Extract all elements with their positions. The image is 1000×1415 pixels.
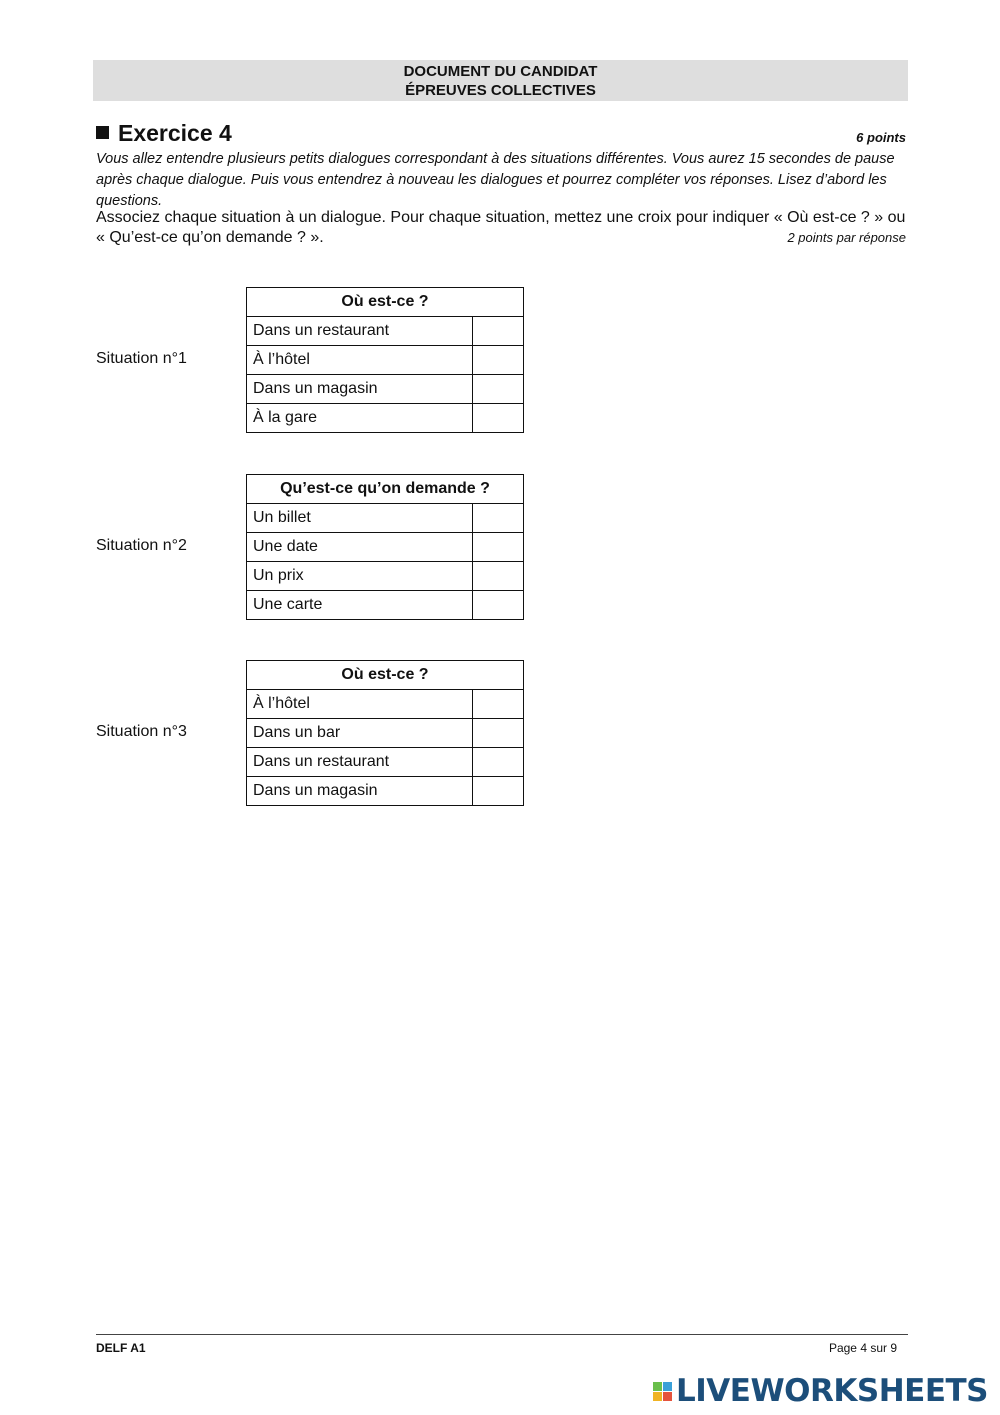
situation-3-question: Où est-ce ? bbox=[247, 661, 524, 690]
footer-divider bbox=[96, 1334, 908, 1335]
brand-name: LIVEWORKSHEETS bbox=[676, 1373, 988, 1409]
answer-checkbox[interactable] bbox=[473, 777, 524, 806]
table-row bbox=[247, 533, 524, 562]
table-row bbox=[247, 591, 524, 620]
situation-3-label: Situation n°3 bbox=[96, 723, 187, 740]
table-row bbox=[247, 690, 524, 719]
answer-checkbox[interactable] bbox=[473, 504, 524, 533]
header-line-1: DOCUMENT DU CANDIDAT bbox=[403, 63, 598, 80]
option-label: Dans un restaurant bbox=[247, 317, 473, 346]
situation-1-table bbox=[246, 287, 524, 433]
situation-2-table bbox=[246, 474, 524, 620]
table-row bbox=[247, 777, 524, 806]
points-per-answer: 2 points par réponse bbox=[787, 230, 906, 245]
answer-checkbox[interactable] bbox=[473, 404, 524, 433]
table-row bbox=[247, 346, 524, 375]
option-label: Un prix bbox=[247, 562, 473, 591]
answer-checkbox[interactable] bbox=[473, 375, 524, 404]
option-label: À la gare bbox=[247, 404, 473, 433]
exercise-instructions: Vous allez entendre plusieurs petits dialogues correspondant à des situations différentes. Vous aurez 15 secondes de pause après chaque dialogue. Puis vous entendrez à nouveau les dialogues et pourrez compléter vos réponses. Lisez d’abord les questions. bbox=[96, 151, 895, 209]
footer-page-number: Page 4 sur 9 bbox=[828, 1341, 897, 1355]
answer-checkbox[interactable] bbox=[473, 591, 524, 620]
table-row bbox=[247, 504, 524, 533]
header-line-2: ÉPREUVES COLLECTIVES bbox=[405, 82, 596, 99]
situation-2-question: Qu’est-ce qu’on demande ? bbox=[247, 475, 524, 504]
square-bullet-icon bbox=[96, 126, 109, 139]
table-row bbox=[247, 317, 524, 346]
option-label: Une carte bbox=[247, 591, 473, 620]
answer-checkbox[interactable] bbox=[473, 346, 524, 375]
exercise-points: 6 points bbox=[856, 130, 906, 145]
option-label: Dans un magasin bbox=[247, 777, 473, 806]
answer-checkbox[interactable] bbox=[473, 748, 524, 777]
situation-1-question: Où est-ce ? bbox=[247, 288, 524, 317]
option-label: Un billet bbox=[247, 504, 473, 533]
table-row bbox=[247, 748, 524, 777]
situation-3-table bbox=[246, 660, 524, 806]
option-label: À l’hôtel bbox=[247, 690, 473, 719]
logo-square bbox=[663, 1392, 672, 1401]
logo-square bbox=[653, 1392, 662, 1401]
footer-level: DELF A1 bbox=[96, 1341, 146, 1355]
logo-square bbox=[663, 1382, 672, 1391]
liveworksheets-logo-icon bbox=[653, 1382, 672, 1401]
answer-checkbox[interactable] bbox=[473, 690, 524, 719]
answer-checkbox[interactable] bbox=[473, 533, 524, 562]
option-label: Dans un bar bbox=[247, 719, 473, 748]
table-row bbox=[247, 562, 524, 591]
logo-square bbox=[653, 1382, 662, 1391]
exercise-task: Associez chaque situation à un dialogue. Pour chaque situation, mettez une croix pour indiquer « Où est-ce ? » ou « Qu’est-ce qu’on demande ? ». bbox=[96, 209, 906, 246]
answer-checkbox[interactable] bbox=[473, 562, 524, 591]
exercise-title bbox=[96, 120, 232, 147]
answer-checkbox[interactable] bbox=[473, 317, 524, 346]
table-row bbox=[247, 719, 524, 748]
option-label: Dans un magasin bbox=[247, 375, 473, 404]
option-label: Dans un restaurant bbox=[247, 748, 473, 777]
header-band bbox=[93, 60, 908, 101]
option-label: Une date bbox=[247, 533, 473, 562]
option-label: À l’hôtel bbox=[247, 346, 473, 375]
situation-1-label: Situation n°1 bbox=[96, 350, 187, 367]
exercise-title-text: Exercice 4 bbox=[118, 120, 232, 146]
table-row bbox=[247, 404, 524, 433]
liveworksheets-brand[interactable] bbox=[653, 1373, 988, 1409]
answer-checkbox[interactable] bbox=[473, 719, 524, 748]
situation-2-label: Situation n°2 bbox=[96, 537, 187, 554]
table-row bbox=[247, 375, 524, 404]
